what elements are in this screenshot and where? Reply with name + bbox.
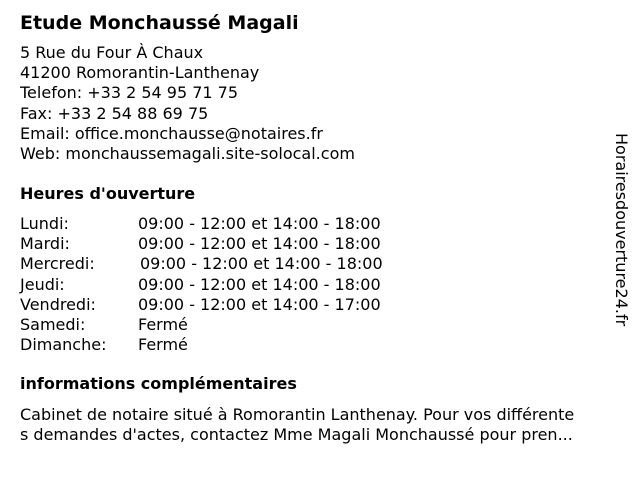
hours-time: Fermé	[138, 314, 188, 334]
hours-time: Fermé	[138, 335, 188, 355]
address-city: 41200 Romorantin-Lanthenay	[20, 63, 260, 83]
email-address: Email: office.monchausse@notaires.fr	[20, 123, 323, 143]
address-street: 5 Rue du Four À Chaux	[20, 43, 204, 62]
hours-time: 09:00 - 12:00 et 14:00 - 18:00	[138, 214, 381, 233]
hours-time: 09:00 - 12:00 et 14:00 - 18:00	[138, 234, 381, 254]
fax-number: Fax: +33 2 54 88 69 75	[20, 103, 209, 123]
hours-day: Jeudi:	[20, 274, 65, 294]
hours-day: Vendredi:	[20, 294, 96, 314]
hours-day: Dimanche:	[20, 335, 107, 355]
hours-time: 09:00 - 12:00 et 14:00 - 18:00	[138, 274, 381, 294]
hours-day: Samedi:	[20, 314, 86, 334]
info-text-line: s demandes d'actes, contactez Mme Magali Monchaussé pour pren...	[20, 425, 573, 445]
business-name: Etude Monchaussé Magali	[20, 12, 299, 34]
hours-time: 09:00 - 12:00 et 14:00 - 18:00	[140, 254, 383, 274]
website-address: Web: monchaussemagali.site-solocal.com	[20, 144, 355, 164]
hours-time: 09:00 - 12:00 et 14:00 - 17:00	[138, 294, 381, 314]
additional-info-heading: informations complémentaires	[20, 374, 297, 393]
additional-info-text	[20, 405, 624, 445]
contact-block	[20, 43, 355, 164]
site-watermark: Horairesdouverture24.fr	[612, 133, 631, 327]
hours-day: Mardi:	[20, 234, 70, 254]
phone-number: Telefon: +33 2 54 95 71 75	[20, 83, 239, 103]
info-text-line: Cabinet de notaire situé à Romorantin Lanthenay. Pour vos différente	[20, 405, 575, 424]
hours-day: Lundi:	[20, 214, 69, 233]
opening-hours-heading: Heures d'ouverture	[20, 184, 196, 203]
hours-day: Mercredi:	[20, 254, 95, 274]
